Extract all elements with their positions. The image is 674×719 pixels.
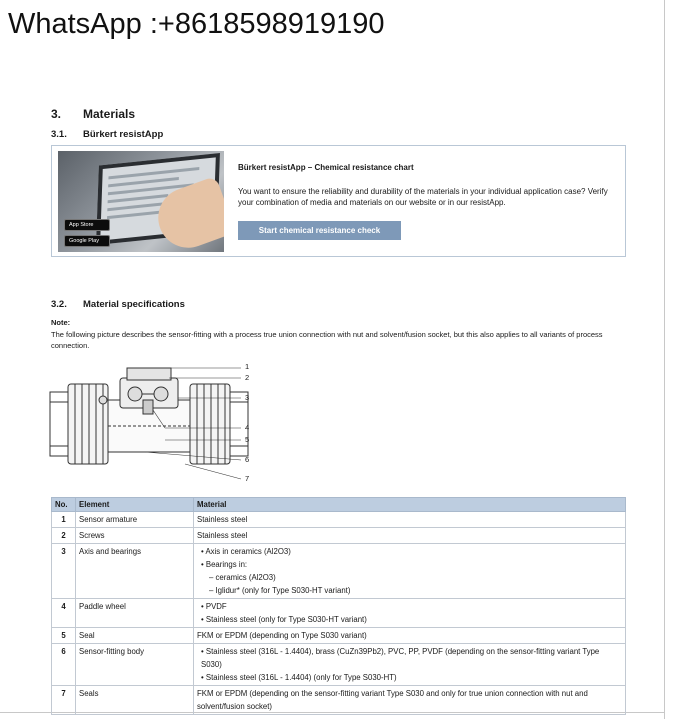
row-material <box>194 644 626 686</box>
row-element: Sensor armature <box>76 512 194 528</box>
header-material: Material <box>194 498 626 512</box>
page-edge-right <box>664 0 665 719</box>
material-line: • Stainless steel (316L - 1.4404) (only for Type S030-HT) <box>201 673 397 682</box>
resistapp-box <box>51 145 626 257</box>
row-material <box>194 599 626 628</box>
callout-2: 2 <box>245 373 250 382</box>
callout-7: 7 <box>245 474 250 483</box>
header-no: No. <box>52 498 76 512</box>
table-row <box>52 599 626 628</box>
material-line: • Stainless steel (316L - 1.4404), brass (CuZn39Pb2), PVC, PP, PVDF (depending on the sensor-fitting variant Type S030) <box>201 647 600 669</box>
callout-3: 3 <box>245 393 250 402</box>
row-element: Paddle wheel <box>76 599 194 628</box>
material-line: • Stainless steel (only for Type S030-HT variant) <box>201 615 367 624</box>
row-material <box>194 512 626 528</box>
table-row <box>52 628 626 644</box>
row-no: 5 <box>52 628 76 644</box>
row-no: 6 <box>52 644 76 686</box>
material-line: • PVDF <box>201 602 227 611</box>
header-element: Element <box>76 498 194 512</box>
row-element: Seals <box>76 686 194 715</box>
table-row <box>52 512 626 528</box>
table-header-row <box>52 498 626 512</box>
material-spec-table <box>51 497 626 715</box>
row-element: Screws <box>76 528 194 544</box>
chemical-resistance-check-button[interactable]: Start chemical resistance check <box>238 221 401 240</box>
note-label: Note: <box>51 318 71 327</box>
google-play-badge[interactable]: Google Play <box>64 235 110 247</box>
row-element: Sensor-fitting body <box>76 644 194 686</box>
section-heading-resistapp: 3.1. Bürkert resistApp <box>51 129 164 140</box>
watermark-text: WhatsApp :+8618598919190 <box>8 8 385 40</box>
callout-5: 5 <box>245 435 250 444</box>
row-element: Axis and bearings <box>76 544 194 599</box>
section-heading-material-specs: 3.2. Material specifications <box>51 299 185 310</box>
callout-6: 6 <box>245 455 250 464</box>
row-material <box>194 628 626 644</box>
sensor-fitting-drawing <box>45 360 255 488</box>
note-text: The following picture describes the sensor-fitting with a process true union connection with nut and solvent/fusion socket, but this also applies to all variants of process connection. <box>51 330 603 350</box>
section-heading-materials: 3. Materials <box>51 107 136 121</box>
table-row <box>52 686 626 715</box>
row-no: 4 <box>52 599 76 628</box>
tablet-photo <box>58 151 224 252</box>
row-no: 2 <box>52 528 76 544</box>
row-material <box>194 528 626 544</box>
material-line: FKM or EPDM (depending on the sensor-fitting variant Type S030 and only for true union connection with nut and solvent/fusion socket) <box>197 689 588 711</box>
app-store-badge[interactable]: App Store <box>64 219 110 231</box>
row-no: 3 <box>52 544 76 599</box>
material-line: – Iglidur* (only for Type S030-HT variant) <box>209 586 351 595</box>
table-row <box>52 528 626 544</box>
table-row <box>52 644 626 686</box>
row-element: Seal <box>76 628 194 644</box>
material-line: • Axis in ceramics (Al2O3) <box>201 547 291 556</box>
row-no: 7 <box>52 686 76 715</box>
material-line: • Bearings in: <box>201 560 248 569</box>
resistapp-description: You want to ensure the reliability and durability of the materials in your individual application case? Verify your combination of media and materials on our website or in our resistApp. <box>238 187 608 207</box>
material-line: Stainless steel <box>197 515 248 524</box>
table-row <box>52 544 626 599</box>
resistapp-title: Bürkert resistApp – Chemical resistance chart <box>238 163 414 172</box>
sensor-fitting-diagram <box>45 360 255 493</box>
material-line: Stainless steel <box>197 531 248 540</box>
row-material <box>194 544 626 599</box>
row-material <box>194 686 626 715</box>
material-line: FKM or EPDM (depending on Type S030 variant) <box>197 631 367 640</box>
callout-4: 4 <box>245 423 250 432</box>
row-no: 1 <box>52 512 76 528</box>
callout-1: 1 <box>245 362 250 371</box>
material-line: – ceramics (Al2O3) <box>209 573 276 582</box>
